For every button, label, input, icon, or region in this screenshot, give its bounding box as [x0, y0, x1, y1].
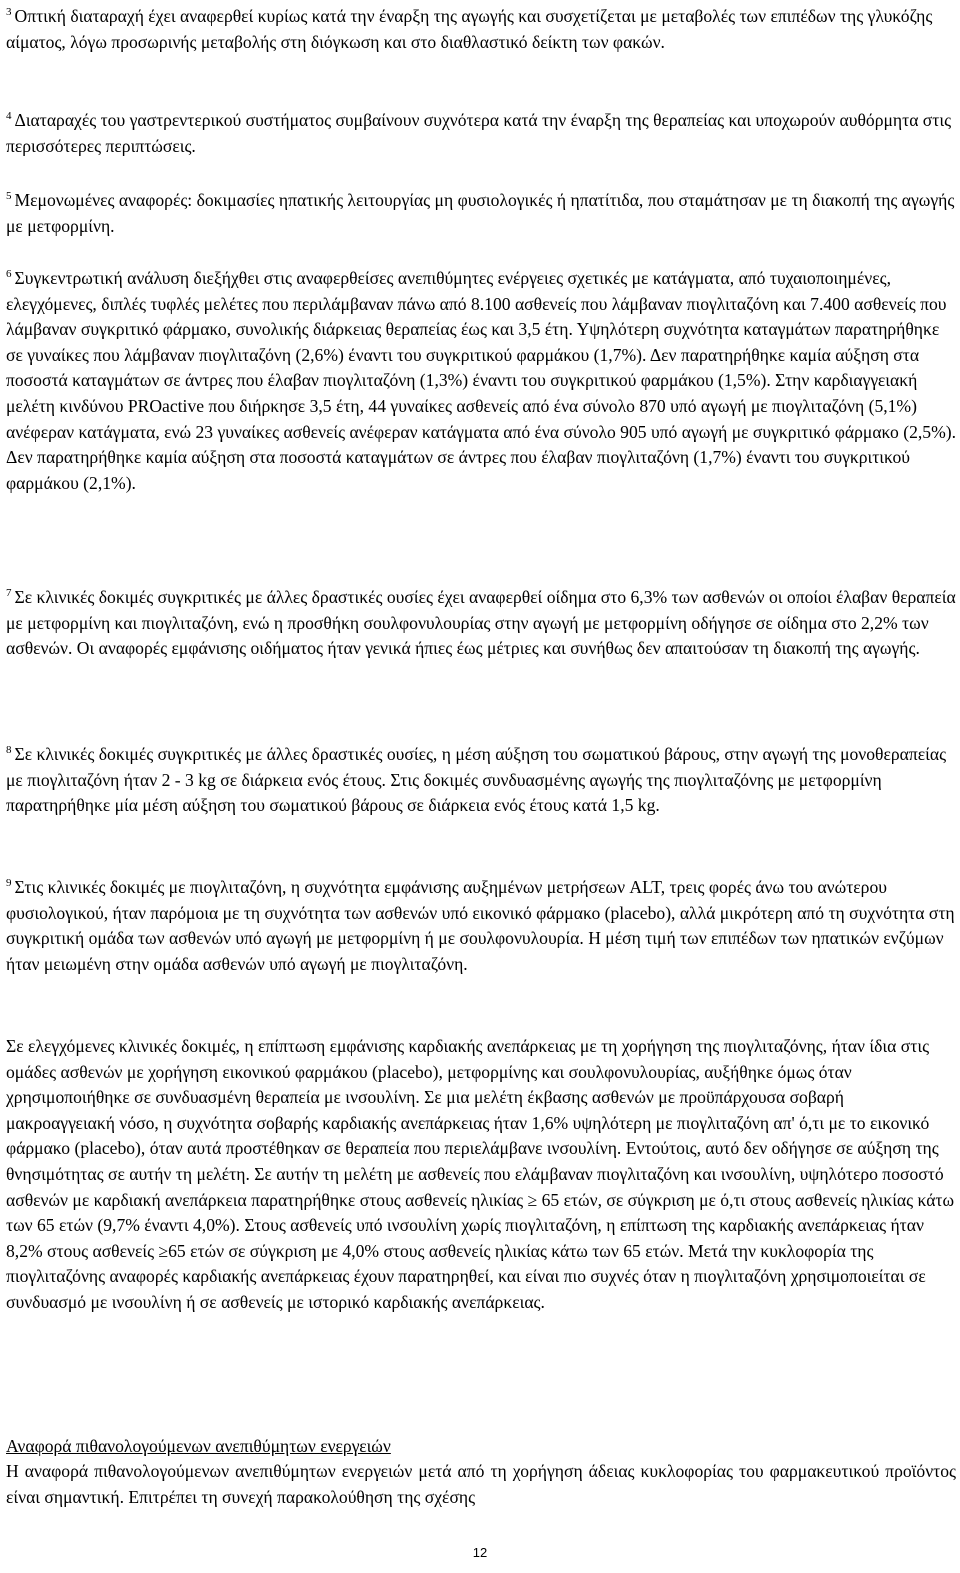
- footnote-3-text: Οπτική διαταραχή έχει αναφερθεί κυρίως κατά την έναρξη της αγωγής και συσχετίζεται με μεταβολές των επιπέδων της γλυκόζης αίματος, λόγω προσωρινής μεταβολής στη διόγκωση και στο διαθλαστικό δείκτη των φακών.: [6, 6, 933, 52]
- footnote-8: [6, 742, 956, 819]
- footnote-5-text: Μεμονωμένες αναφορές: δοκιμασίες ηπατικής λειτουργίας μη φυσιολογικές ή ηπατίτιδα, που σταμάτησαν με τη διακοπή της αγωγής με μετφορμίνη.: [6, 190, 955, 236]
- footnote-6-text: Συγκεντρωτική ανάλυση διεξήχθει στις αναφερθείσες ανεπιθύμητες ενέργειες σχετικές με κατάγματα, από τυχαιοποιημένες, ελεγχόμενες, διπλές τυφλές μελέτες που περιλάμβαναν πάνω από 8.100 ασθενείς που λάμβαναν πιογλιταζόνη και 7.400 ασθενείς που λάμβαναν συγκριτικό φάρμακο, συνολικής διάρκειας θεραπείας έως και 3,5 έτη. Υψηλότερη συχνότητα καταγμάτων παρατηρήθηκε σε γυναίκες που λάμβαναν πιογλιταζόνη (2,6%) έναντι του συγκριτικού φαρμάκου (1,7%). Δεν παρατηρήθηκε καμία αύξηση στα ποσοστά καταγμάτων σε άντρες που έλαβαν πιογλιταζόνη (1,3%) έναντι του συγκριτικού φαρμάκου (1,5%). Στην καρδιαγγειακή μελέτη κινδύνου PROactive που διήρκησε 3,5 έτη, 44 γυναίκες ασθενείς από ένα σύνολο 870 υπό αγωγή με πιογλιταζόνη (5,1%) ανέφεραν κατάγματα, ενώ 23 γυναίκες ασθενείς ανέφεραν κατάγματα από ένα σύνολο 905 υπό αγωγή με συγκριτικό φάρμακο (2,5%). Δεν παρατηρήθηκε καμία αύξηση στα ποσοστά καταγμάτων σε άντρες που έλαβαν πιογλιταζόνη (1,7%) έναντι του συγκριτικού φαρμάκου (2,1%).: [6, 268, 956, 493]
- footnote-9-text: Στις κλινικές δοκιμές με πιογλιταζόνη, η συχνότητα εμφάνισης αυξημένων μετρήσεων ALT, τρεις φορές άνω του ανώτερου φυσιολογικού, ήταν παρόμοια με τη συχνότητα των ασθενών υπό εικονικό φάρμακο (placebo), αλλά μικρότερη από τη συχνότητα στη συγκριτική ομάδα των ασθενών υπό αγωγή με μετφορμίνη ή με σουλφονυλουρία. Η μέση τιμή των επιπέδων των ηπατικών ενζύμων ήταν μειωμένη στην ομάδα ασθενών υπό αγωγή με πιογλιταζόνη.: [6, 877, 955, 974]
- footnote-8-number: 8: [6, 744, 12, 756]
- footnote-9-number: 9: [6, 877, 12, 889]
- footnote-3-number: 3: [6, 6, 12, 18]
- footnote-4-text: Διαταραχές του γαστρεντερικού συστήματος συμβαίνουν συχνότερα κατά την έναρξη της θεραπείας και υποχωρούν αυθόρμητα στις περισσότερες περιπτώσεις.: [6, 110, 952, 156]
- footnote-9: [6, 875, 956, 977]
- section-heading: Αναφορά πιθανολογούμενων ανεπιθύμητων ενεργειών: [6, 1436, 391, 1456]
- footnote-7-number: 7: [6, 587, 12, 599]
- footnote-4-number: 4: [6, 110, 12, 122]
- heart-failure-paragraph: Σε ελεγχόμενες κλινικές δοκιμές, η επίπτωση εμφάνισης καρδιακής ανεπάρκειας με τη χορήγηση της πιογλιταζόνης, ήταν ίδια στις ομάδες ασθενών με χορήγηση εικονικού φαρμάκου (placebo), μετφορμίνης και σουλφονυλουρίας, αυξήθηκε όμως όταν χρησιμοποιήθηκε σε συνδυασμένη θεραπεία με ινσουλίνη. Σε μια μελέτη έκβασης ασθενών με προϋπάρχουσα σοβαρή μακροαγγειακή νόσο, η συχνότητα σοβαρής καρδιακής ανεπάρκειας ήταν 1,6% υψηλότερη με πιογλιταζόνη απ' ό,τι με το εικονικό φάρμακο (placebo), όταν αυτά προστέθηκαν σε θεραπεία που περιελάμβανε ινσουλίνη. Εντούτοις, αυτό δεν οδήγησε σε αύξηση της θνησιμότητας σε αυτήν τη μελέτη. Σε αυτήν τη μελέτη με ασθενείς που ελάμβαναν πιογλιταζόνη και ινσουλίνη, υψηλότερο ποσοστό ασθενών με καρδιακή ανεπάρκεια παρατηρήθηκε στους ασθενείς ηλικίας ≥ 65 ετών, σε σύγκριση με ό,τι στους ασθενείς ηλικίας κάτω των 65 ετών (9,7% έναντι 4,0%). Στους ασθενείς υπό ινσουλίνη χωρίς πιογλιταζόνη, η επίπτωση της καρδιακής ανεπάρκειας ήταν 8,2% στους ασθενείς ≥65 ετών σε σύγκριση με 4,0% στους ασθενείς ηλικίας κάτω των 65 ετών. Μετά την κυκλοφορία της πιογλιταζόνης αναφορές καρδιακής ανεπάρκειας έχουν παρατηρηθεί, και είναι πιο συχνές όταν η πιογλιταζόνη χρησιμοποιείται σε συνδυασμό με ινσουλίνη ή σε ασθενείς με ιστορικό καρδιακής ανεπάρκειας.: [6, 1036, 955, 1312]
- footnote-6: [6, 266, 956, 496]
- footnote-6-number: 6: [6, 268, 12, 280]
- footnote-7-text: Σε κλινικές δοκιμές συγκριτικές με άλλες δραστικές ουσίες έχει αναφερθεί οίδημα στο 6,3% των ασθενών οι οποίοι έλαβαν θεραπεία με μετφορμίνη και πιογλιταζόνη, ενώ η προσθήκη σουλφονυλουρίας στην αγωγή με μετφορμίνη οδήγησε σε οίδημα στο 2,2% των ασθενών. Οι αναφορές εμφάνισης οιδήματος ήταν γενικά ήπιες έως μέτριες και συνήθως δεν απαιτούσαν τη διακοπή της αγωγής.: [6, 587, 956, 659]
- footnote-4: [6, 108, 956, 159]
- footnote-7: [6, 585, 956, 662]
- section-body: Η αναφορά πιθανολογούμενων ανεπιθύμητων ενεργειών μετά από τη χορήγηση άδειας κυκλοφορίας του φαρμακευτικού προϊόντος είναι σημαντική. Επιτρέπει τη συνεχή παρακολούθηση της σχέσης: [6, 1461, 956, 1507]
- footnote-3: [6, 4, 956, 55]
- page-number: 12: [472, 1545, 488, 1560]
- footnote-5-number: 5: [6, 190, 12, 202]
- footnote-5: [6, 188, 956, 239]
- footnote-8-text: Σε κλινικές δοκιμές συγκριτικές με άλλες δραστικές ουσίες, η μέση αύξηση του σωματικού βάρους, στην αγωγή της μονοθεραπείας με πιογλιταζόνη ήταν 2 - 3 kg σε διάρκεια ενός έτους. Στις δοκιμές συνδυασμένης αγωγής της πιογλιταζόνης με μετφορμίνη παρατηρήθηκε μία μέση αύξηση του σωματικού βάρους σε διάρκεια ενός έτους κατά 1,5 kg.: [6, 744, 947, 816]
